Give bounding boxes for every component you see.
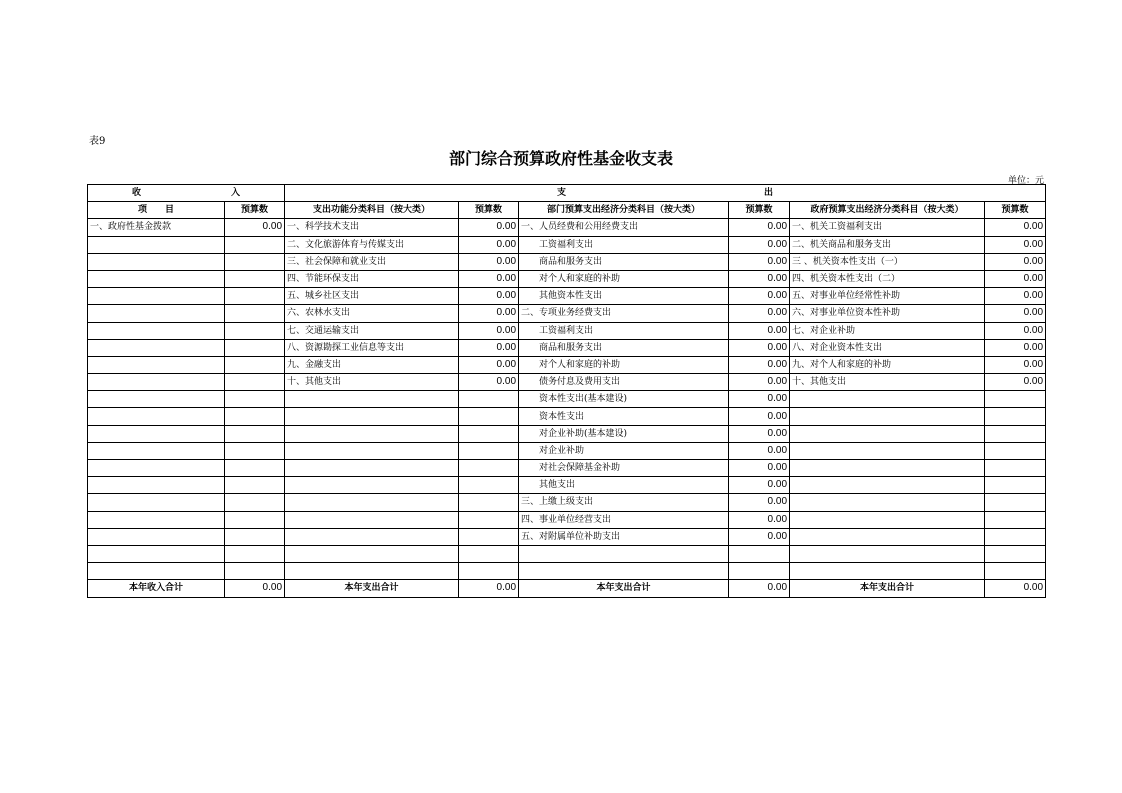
gov-econ-item-cell: 八、对企业资本性支出 (790, 339, 985, 356)
income-item-cell (88, 374, 225, 391)
income-budget-cell (225, 356, 285, 373)
income-budget-cell (225, 374, 285, 391)
gov-econ-item-cell (790, 442, 985, 459)
dept-econ-item-cell (519, 563, 729, 580)
income-budget-cell (225, 253, 285, 270)
income-item-cell (88, 288, 225, 305)
function-class-item-cell: 十、其他支出 (285, 374, 459, 391)
table-row (88, 236, 1046, 253)
function-budget-cell: 0.00 (459, 374, 519, 391)
function-budget-cell: 0.00 (459, 322, 519, 339)
dept-econ-item-cell: 对个人和家庭的补助 (519, 356, 729, 373)
gov-econ-budget-cell (985, 545, 1046, 562)
income-budget-cell (225, 477, 285, 494)
expense-total-value-2: 0.00 (729, 580, 790, 597)
income-item-cell (88, 494, 225, 511)
section-header-row (88, 185, 1046, 202)
dept-econ-item-cell: 商品和服务支出 (519, 339, 729, 356)
function-budget-cell: 0.00 (459, 356, 519, 373)
table-row (88, 305, 1046, 322)
table-row (88, 408, 1046, 425)
income-total-label: 本年收入合计 (88, 580, 225, 597)
income-budget-cell (225, 425, 285, 442)
header-item: 项 目 (88, 202, 225, 219)
column-header-row (88, 202, 1046, 219)
dept-econ-item-cell: 资本性支出(基本建设) (519, 391, 729, 408)
header-function-class: 支出功能分类科目（按大类） (285, 202, 459, 219)
table-number-label: 表9 (89, 136, 106, 147)
gov-econ-budget-cell (985, 528, 1046, 545)
gov-econ-item-cell (790, 408, 985, 425)
gov-econ-item-cell (790, 545, 985, 562)
gov-econ-budget-cell (985, 460, 1046, 477)
function-budget-cell (459, 528, 519, 545)
gov-econ-budget-cell (985, 391, 1046, 408)
income-budget-cell: 0.00 (225, 219, 285, 236)
gov-econ-budget-cell: 0.00 (985, 339, 1046, 356)
dept-econ-budget-cell: 0.00 (729, 322, 790, 339)
income-budget-cell (225, 391, 285, 408)
gov-econ-budget-cell: 0.00 (985, 288, 1046, 305)
gov-econ-item-cell: 一、机关工资福利支出 (790, 219, 985, 236)
gov-econ-item-cell (790, 511, 985, 528)
table-row (88, 391, 1046, 408)
income-item-cell (88, 477, 225, 494)
income-item-cell (88, 545, 225, 562)
dept-econ-item-cell: 三、上缴上级支出 (519, 494, 729, 511)
gov-econ-budget-cell: 0.00 (985, 322, 1046, 339)
function-class-item-cell (285, 528, 459, 545)
gov-econ-item-cell: 五、对事业单位经常性补助 (790, 288, 985, 305)
gov-econ-budget-cell: 0.00 (985, 374, 1046, 391)
dept-econ-budget-cell: 0.00 (729, 288, 790, 305)
gov-econ-budget-cell: 0.00 (985, 236, 1046, 253)
header-budget-gov: 预算数 (985, 202, 1046, 219)
function-class-item-cell (285, 545, 459, 562)
table-row (88, 511, 1046, 528)
dept-econ-item-cell: 对企业补助 (519, 442, 729, 459)
table-row (88, 356, 1046, 373)
dept-econ-item-cell: 商品和服务支出 (519, 253, 729, 270)
income-item-cell (88, 253, 225, 270)
income-budget-cell (225, 236, 285, 253)
function-class-item-cell: 七、交通运输支出 (285, 322, 459, 339)
function-class-item-cell (285, 494, 459, 511)
dept-econ-item-cell: 二、专项业务经费支出 (519, 305, 729, 322)
function-budget-cell: 0.00 (459, 253, 519, 270)
expense-total-value-1: 0.00 (459, 580, 519, 597)
table-row (88, 563, 1046, 580)
income-item-cell (88, 236, 225, 253)
dept-econ-item-cell: 对个人和家庭的补助 (519, 270, 729, 287)
dept-econ-budget-cell: 0.00 (729, 477, 790, 494)
income-item-cell (88, 528, 225, 545)
function-budget-cell (459, 477, 519, 494)
dept-econ-budget-cell: 0.00 (729, 494, 790, 511)
income-budget-cell (225, 511, 285, 528)
header-budget-function: 预算数 (459, 202, 519, 219)
income-total-value: 0.00 (225, 580, 285, 597)
income-item-cell (88, 460, 225, 477)
dept-econ-item-cell (519, 545, 729, 562)
gov-econ-budget-cell: 0.00 (985, 219, 1046, 236)
dept-econ-budget-cell: 0.00 (729, 253, 790, 270)
income-item-cell (88, 563, 225, 580)
table-row (88, 442, 1046, 459)
gov-econ-item-cell (790, 391, 985, 408)
function-budget-cell: 0.00 (459, 219, 519, 236)
income-budget-cell (225, 270, 285, 287)
gov-econ-item-cell (790, 425, 985, 442)
dept-econ-item-cell: 工资福利支出 (519, 236, 729, 253)
function-budget-cell (459, 494, 519, 511)
dept-econ-item-cell: 四、事业单位经营支出 (519, 511, 729, 528)
table-row (88, 270, 1046, 287)
function-budget-cell (459, 545, 519, 562)
function-class-item-cell: 九、金融支出 (285, 356, 459, 373)
expense-total-value-3: 0.00 (985, 580, 1046, 597)
totals-row (88, 580, 1046, 597)
function-class-item-cell (285, 563, 459, 580)
header-budget-dept: 预算数 (729, 202, 790, 219)
function-budget-cell (459, 563, 519, 580)
page-title: 部门综合预算政府性基金收支表 (448, 149, 673, 168)
function-budget-cell: 0.00 (459, 288, 519, 305)
dept-econ-budget-cell: 0.00 (729, 528, 790, 545)
dept-econ-budget-cell: 0.00 (729, 425, 790, 442)
income-item-cell: 一、政府性基金拨款 (88, 219, 225, 236)
header-budget-income: 预算数 (225, 202, 285, 219)
function-budget-cell: 0.00 (459, 305, 519, 322)
function-class-item-cell: 五、城乡社区支出 (285, 288, 459, 305)
gov-econ-budget-cell (985, 477, 1046, 494)
function-budget-cell: 0.00 (459, 270, 519, 287)
unit-label: 单位：元 (1007, 176, 1044, 186)
table-row (88, 322, 1046, 339)
function-class-item-cell: 一、科学技术支出 (285, 219, 459, 236)
expense-total-label-1: 本年支出合计 (285, 580, 459, 597)
gov-econ-budget-cell (985, 408, 1046, 425)
income-budget-cell (225, 339, 285, 356)
function-budget-cell (459, 442, 519, 459)
gov-econ-item-cell: 十、其他支出 (790, 374, 985, 391)
income-budget-cell (225, 322, 285, 339)
function-class-item-cell (285, 391, 459, 408)
income-item-cell (88, 408, 225, 425)
gov-econ-budget-cell (985, 425, 1046, 442)
dept-econ-budget-cell: 0.00 (729, 408, 790, 425)
gov-econ-item-cell (790, 460, 985, 477)
dept-econ-item-cell: 其他资本性支出 (519, 288, 729, 305)
table-row (88, 425, 1046, 442)
gov-econ-budget-cell: 0.00 (985, 253, 1046, 270)
income-budget-cell (225, 528, 285, 545)
dept-econ-budget-cell: 0.00 (729, 391, 790, 408)
dept-econ-budget-cell: 0.00 (729, 305, 790, 322)
gov-econ-item-cell: 六、对事业单位资本性补助 (790, 305, 985, 322)
dept-econ-budget-cell: 0.00 (729, 339, 790, 356)
income-item-cell (88, 339, 225, 356)
dept-econ-item-cell: 一、人员经费和公用经费支出 (519, 219, 729, 236)
gov-econ-budget-cell: 0.00 (985, 356, 1046, 373)
function-class-item-cell (285, 442, 459, 459)
gov-econ-item-cell: 三 、机关资本性支出（一） (790, 253, 985, 270)
income-budget-cell (225, 442, 285, 459)
gov-econ-item-cell: 七、对企业补助 (790, 322, 985, 339)
dept-econ-item-cell: 资本性支出 (519, 408, 729, 425)
gov-econ-budget-cell: 0.00 (985, 270, 1046, 287)
gov-econ-budget-cell: 0.00 (985, 305, 1046, 322)
income-budget-cell (225, 563, 285, 580)
function-class-item-cell: 六、农林水支出 (285, 305, 459, 322)
gov-econ-budget-cell (985, 494, 1046, 511)
income-item-cell (88, 442, 225, 459)
dept-econ-item-cell: 五、对附属单位补助支出 (519, 528, 729, 545)
income-budget-cell (225, 460, 285, 477)
function-class-item-cell: 二、文化旅游体育与传媒支出 (285, 236, 459, 253)
gov-econ-budget-cell (985, 563, 1046, 580)
dept-econ-budget-cell: 0.00 (729, 236, 790, 253)
income-item-cell (88, 425, 225, 442)
function-budget-cell: 0.00 (459, 339, 519, 356)
dept-econ-budget-cell: 0.00 (729, 442, 790, 459)
income-budget-cell (225, 408, 285, 425)
gov-econ-budget-cell (985, 442, 1046, 459)
function-budget-cell (459, 425, 519, 442)
expense-total-label-3: 本年支出合计 (790, 580, 985, 597)
income-budget-cell (225, 305, 285, 322)
table-row (88, 528, 1046, 545)
table-row (88, 219, 1046, 236)
table-row (88, 545, 1046, 562)
function-class-item-cell (285, 477, 459, 494)
table-row (88, 253, 1046, 270)
gov-econ-item-cell (790, 563, 985, 580)
dept-econ-budget-cell (729, 545, 790, 562)
table-row (88, 477, 1046, 494)
function-class-item-cell: 四、节能环保支出 (285, 270, 459, 287)
gov-econ-item-cell: 二、机关商品和服务支出 (790, 236, 985, 253)
dept-econ-budget-cell: 0.00 (729, 374, 790, 391)
income-item-cell (88, 356, 225, 373)
table-row (88, 288, 1046, 305)
function-class-item-cell (285, 511, 459, 528)
table-row (88, 339, 1046, 356)
function-class-item-cell (285, 408, 459, 425)
header-dept-econ-class: 部门预算支出经济分类科目（按大类） (519, 202, 729, 219)
function-class-item-cell (285, 425, 459, 442)
dept-econ-item-cell: 债务付息及费用支出 (519, 374, 729, 391)
income-item-cell (88, 270, 225, 287)
dept-econ-budget-cell: 0.00 (729, 270, 790, 287)
header-gov-econ-class: 政府预算支出经济分类科目（按大类） (790, 202, 985, 219)
income-item-cell (88, 322, 225, 339)
dept-econ-item-cell: 其他支出 (519, 477, 729, 494)
dept-econ-budget-cell: 0.00 (729, 356, 790, 373)
table-row (88, 374, 1046, 391)
dept-econ-item-cell: 对社会保障基金补助 (519, 460, 729, 477)
function-budget-cell (459, 460, 519, 477)
income-section-header: 收 入 (88, 185, 285, 202)
function-budget-cell (459, 511, 519, 528)
table-row (88, 460, 1046, 477)
expense-total-label-2: 本年支出合计 (519, 580, 729, 597)
function-class-item-cell: 八、资源勘探工业信息等支出 (285, 339, 459, 356)
income-budget-cell (225, 494, 285, 511)
budget-table (87, 184, 1046, 598)
income-item-cell (88, 391, 225, 408)
dept-econ-item-cell: 工资福利支出 (519, 322, 729, 339)
gov-econ-item-cell (790, 477, 985, 494)
dept-econ-budget-cell (729, 563, 790, 580)
gov-econ-item-cell (790, 528, 985, 545)
gov-econ-budget-cell (985, 511, 1046, 528)
income-budget-cell (225, 545, 285, 562)
gov-econ-item-cell: 九、对个人和家庭的补助 (790, 356, 985, 373)
income-budget-cell (225, 288, 285, 305)
dept-econ-budget-cell: 0.00 (729, 219, 790, 236)
dept-econ-item-cell: 对企业补助(基本建设) (519, 425, 729, 442)
gov-econ-item-cell: 四、机关资本性支出（二） (790, 270, 985, 287)
dept-econ-budget-cell: 0.00 (729, 511, 790, 528)
function-class-item-cell: 三、社会保障和就业支出 (285, 253, 459, 270)
function-budget-cell (459, 391, 519, 408)
expense-section-header: 支 出 (285, 185, 1046, 202)
income-item-cell (88, 305, 225, 322)
function-class-item-cell (285, 460, 459, 477)
function-budget-cell: 0.00 (459, 236, 519, 253)
gov-econ-item-cell (790, 494, 985, 511)
function-budget-cell (459, 408, 519, 425)
income-item-cell (88, 511, 225, 528)
dept-econ-budget-cell: 0.00 (729, 460, 790, 477)
table-row (88, 494, 1046, 511)
